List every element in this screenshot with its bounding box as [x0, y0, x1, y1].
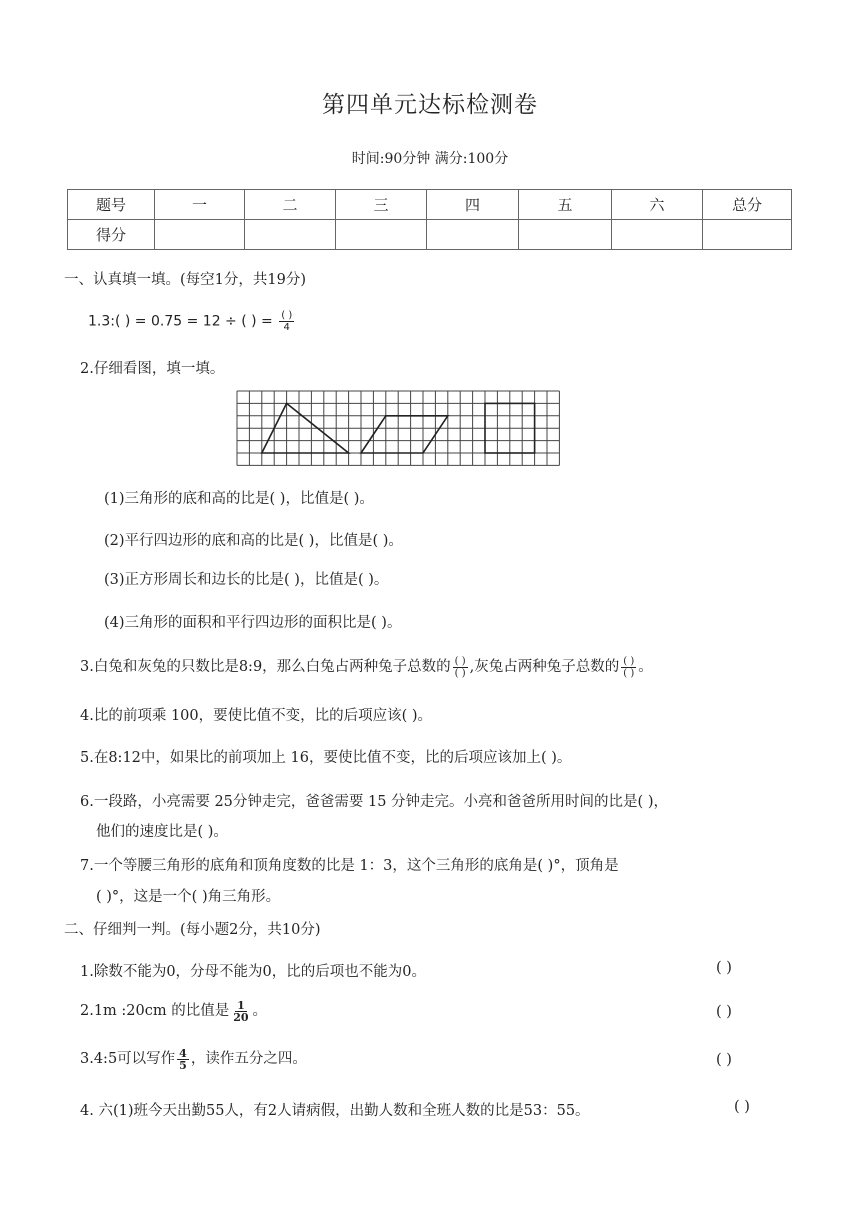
- question-1-6-line2: 他们的速度比是( )。: [96, 824, 228, 840]
- question-2-4: 4. 六(1)班今天出勤55人，有2人请病假，出勤人数和全班人数的比是53：55。: [80, 1103, 590, 1119]
- fraction-numerator: 4: [179, 1046, 187, 1060]
- score-col-5: 五: [519, 190, 612, 220]
- score-row-label: 得分: [68, 220, 155, 250]
- fraction: [453, 656, 468, 679]
- question-2-2-text: 2.1m :20cm 的比值是: [80, 1003, 230, 1019]
- question-1-6-line1: 6.一段路，小亮需要 25分钟走完，爸爸需要 15 分钟走完。小亮和爸爸所用时间的比是( )，: [80, 794, 668, 810]
- section2-heading: 二、仔细判一判。(每小题2分，共10分): [64, 922, 321, 938]
- answer-box-2-4[interactable]: ( ): [734, 1099, 750, 1115]
- fraction-numerator: 1: [237, 998, 245, 1012]
- score-cell[interactable]: [519, 220, 612, 250]
- score-col-total: 总分: [703, 190, 792, 220]
- score-table: [67, 189, 792, 250]
- score-col-1: 一: [155, 190, 245, 220]
- answer-box-2-3[interactable]: ( ): [716, 1052, 732, 1068]
- score-table-label: 题号: [68, 190, 155, 220]
- parallelogram-shape: [361, 416, 448, 453]
- section1-heading: 一、认真填一填。(每空1分，共19分): [64, 272, 306, 288]
- question-2-1: 1.除数不能为0，分母不能为0，比的后项也不能为0。: [80, 964, 427, 980]
- page-title: 第四单元达标检测卷: [322, 92, 538, 118]
- question-1-5: 5.在8:12中，如果比的前项加上 16，要使比值不变，比的后项应该加上( )。: [80, 750, 572, 766]
- grid-figure-svg: [236, 390, 564, 470]
- question-1-2-sub-3: (3)正方形周长和边长的比是( )，比值是( )。: [104, 572, 389, 588]
- score-cell[interactable]: [155, 220, 245, 250]
- score-cell[interactable]: [703, 220, 792, 250]
- exam-info: 时间:90分钟 满分:100分: [351, 151, 509, 167]
- fraction: [621, 656, 636, 679]
- score-cell[interactable]: [336, 220, 427, 250]
- fraction-numerator: ( ): [281, 310, 293, 321]
- grid-figure: [236, 390, 564, 474]
- question-1-2-sub-1: (1)三角形的底和高的比是( )，比值是( )。: [104, 491, 374, 507]
- score-cell[interactable]: [245, 220, 336, 250]
- question-1-7-line2: ( )°，这是一个( )角三角形。: [96, 889, 281, 905]
- score-col-6: 六: [612, 190, 703, 220]
- question-2-2: [80, 999, 267, 1023]
- question-1-3-part3: 。: [638, 659, 653, 675]
- answer-box-2-1[interactable]: ( ): [716, 960, 732, 976]
- score-col-3: 三: [336, 190, 427, 220]
- fraction-denominator: 20: [233, 1010, 249, 1024]
- question-2-3-text: 3.4:5可以写作: [80, 1051, 176, 1067]
- question-1-3-part1: 3.白兔和灰兔的只数比是8:9，那么白兔占两种兔子总数的: [80, 659, 451, 675]
- fraction-denominator: 4: [283, 322, 290, 333]
- question-1-1-text: 1.3:( ) = 0.75 = 12 ÷ ( ) =: [88, 313, 273, 330]
- fraction: [231, 1000, 250, 1023]
- fraction-numerator: ( ): [623, 655, 635, 667]
- question-1-3-part2: ,灰兔占两种兔子总数的: [469, 659, 620, 675]
- score-cell[interactable]: [612, 220, 703, 250]
- fraction-denominator: ( ): [454, 667, 466, 679]
- fraction-denominator: 5: [179, 1058, 187, 1072]
- fraction: [279, 310, 294, 333]
- question-1-2-sub-4: (4)三角形的面积和平行四边形的面积比是( )。: [104, 615, 402, 631]
- question-1-7-line1: 7.一个等腰三角形的底角和顶角度数的比是 1：3，这个三角形的底角是( )°，顶角是: [80, 858, 619, 874]
- question-2-3-end: ，读作五分之四。: [190, 1051, 307, 1067]
- score-col-4: 四: [427, 190, 519, 220]
- fraction-denominator: ( ): [623, 667, 635, 679]
- score-cell[interactable]: [427, 220, 519, 250]
- question-2-3: [80, 1047, 307, 1071]
- score-table-header-row: [68, 190, 792, 220]
- fraction-numerator: ( ): [454, 655, 466, 667]
- fraction: [177, 1048, 189, 1071]
- question-1-1: [88, 310, 296, 333]
- score-col-2: 二: [245, 190, 336, 220]
- question-1-2-sub-2: (2)平行四边形的底和高的比是( )，比值是( )。: [104, 533, 403, 549]
- question-1-3: [80, 655, 653, 679]
- answer-box-2-2[interactable]: ( ): [716, 1004, 732, 1020]
- score-table-score-row: [68, 220, 792, 250]
- question-2-2-end: 。: [252, 1003, 268, 1019]
- question-1-4: 4.比的前项乘 100，要使比值不变，比的后项应该( )。: [80, 708, 433, 724]
- question-1-2: 2.仔细看图，填一填。: [80, 361, 225, 377]
